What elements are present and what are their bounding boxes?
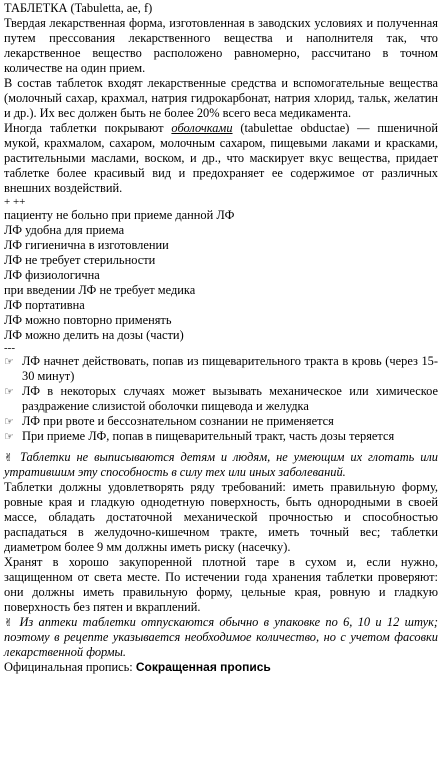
advantage-item: ЛФ удобна для приема xyxy=(4,223,125,237)
advantage-item: ЛФ не требует стерильности xyxy=(4,253,156,267)
advantages-list xyxy=(4,208,438,343)
disadvantage-item xyxy=(4,354,438,384)
disadvantages-list xyxy=(4,354,438,444)
advantage-item: пациенту не больно при приеме данной ЛФ xyxy=(4,208,235,222)
advantage-item: ЛФ портативна xyxy=(4,298,85,312)
paragraph-composition: В состав таблеток входят лекарственные средства и вспомогательные вещества (молочный сахар, крахмал, натрия гидрокарбонат, натрия хлорид, тальк, желатин и др.). Их вес должен быть не более 20% всего веса медикамента. xyxy=(4,76,438,120)
pointing-hand-icon: ☞ xyxy=(4,385,14,398)
paragraph-definition: Твердая лекарственная форма, изготовленная в заводских условиях и полученная путем прессования лекарственного вещества и наполнителя так, что лекарственное вещество расположено равномерно, рассчитано в точном количестве на один прием. xyxy=(4,16,438,75)
advantage-item: ЛФ гигиенична в изготовлении xyxy=(4,238,169,252)
hand-icon: ✌ xyxy=(4,616,16,629)
disadvantages-marker: --- xyxy=(4,342,15,354)
pointing-hand-icon: ☞ xyxy=(4,415,14,428)
coating-link[interactable]: оболочками xyxy=(171,121,233,135)
advantage-item: ЛФ можно повторно применять xyxy=(4,313,172,327)
disadvantage-text: ЛФ начнет действовать, попав из пищеварительного тракта в кровь (через 15-30 минут) xyxy=(22,354,438,383)
disadvantage-text: При приеме ЛФ, попав в пищеварительный тракт, часть дозы теряется xyxy=(22,429,395,443)
footer-bold: Сокращенная пропись xyxy=(135,660,271,674)
disadvantage-item xyxy=(4,414,438,429)
disadvantage-item xyxy=(4,429,438,444)
disadvantage-item xyxy=(4,384,438,414)
disadvantage-text: ЛФ при рвоте и бессознательном сознании не применяется xyxy=(22,414,334,428)
paragraph-storage: Хранят в хорошо закупоренной плотной таре в сухом и, если нужно, защищенном от света месте. По истечении года хранения таблетки проверяют: они должны иметь правильную форму, цельные края, ровную и гладкую поверхность без пятен и вкраплений. xyxy=(4,555,438,614)
note-children-text: Таблетки не выписываются детям и людям, не умеющим их глотать или утратившим эту способность в силу тех или иных заболеваний. xyxy=(4,450,439,479)
doc-title: ТАБЛЕТКА (Tabuletta, ae, f) xyxy=(4,1,153,15)
disadvantage-text: ЛФ в некоторых случаях может вызывать механическое или химическое раздражение слизистой оболочки пищевода и желудка xyxy=(22,384,438,413)
pointing-hand-icon: ☞ xyxy=(4,355,14,368)
pointing-hand-icon: ☞ xyxy=(4,430,14,443)
hand-icon: ✌ xyxy=(4,451,17,464)
paragraph-coating xyxy=(4,121,438,196)
advantage-item: ЛФ физиологична xyxy=(4,268,100,282)
footer-line xyxy=(4,660,438,675)
coating-text-start: Иногда таблетки покрывают xyxy=(4,121,172,135)
note-packaging-text: Из аптеки таблетки отпускаются обычно в упаковке по 6, 10 и 12 штук; поэтому в рецепте указывается необходимое количество, но с учетом фасовки лекарственной формы. xyxy=(4,615,439,659)
paragraph-requirements: Таблетки должны удовлетворять ряду требований: иметь правильную форму, ровные края и гладкую однодетную поверхность, быть однородными в своей массе, обладать достаточной механической прочностью и способностью распадаться в желудочно-кишечном тракте, иметь точный вес; таблетки диаметром более 9 мм должны иметь риску (насечку). xyxy=(4,480,438,554)
advantage-item: при введении ЛФ не требует медика xyxy=(4,283,196,297)
advantage-item: ЛФ можно делить на дозы (части) xyxy=(4,328,184,342)
coating-text-end: (tabulettae obductae) — пшеничной мукой, крахмалом, сахаром, молочным сахаром, пищевыми лаками и красками, растительными маслами, воском, и др., что маскирует вкус вещества, придает таблетке более красивый вид и предохраняет ее содержимое от различных внешних воздействий. xyxy=(4,121,438,195)
advantages-marker: + ++ xyxy=(4,196,26,208)
note-packaging xyxy=(4,615,438,660)
footer-label: Официнальная пропись: xyxy=(4,660,136,674)
note-children xyxy=(4,450,438,480)
